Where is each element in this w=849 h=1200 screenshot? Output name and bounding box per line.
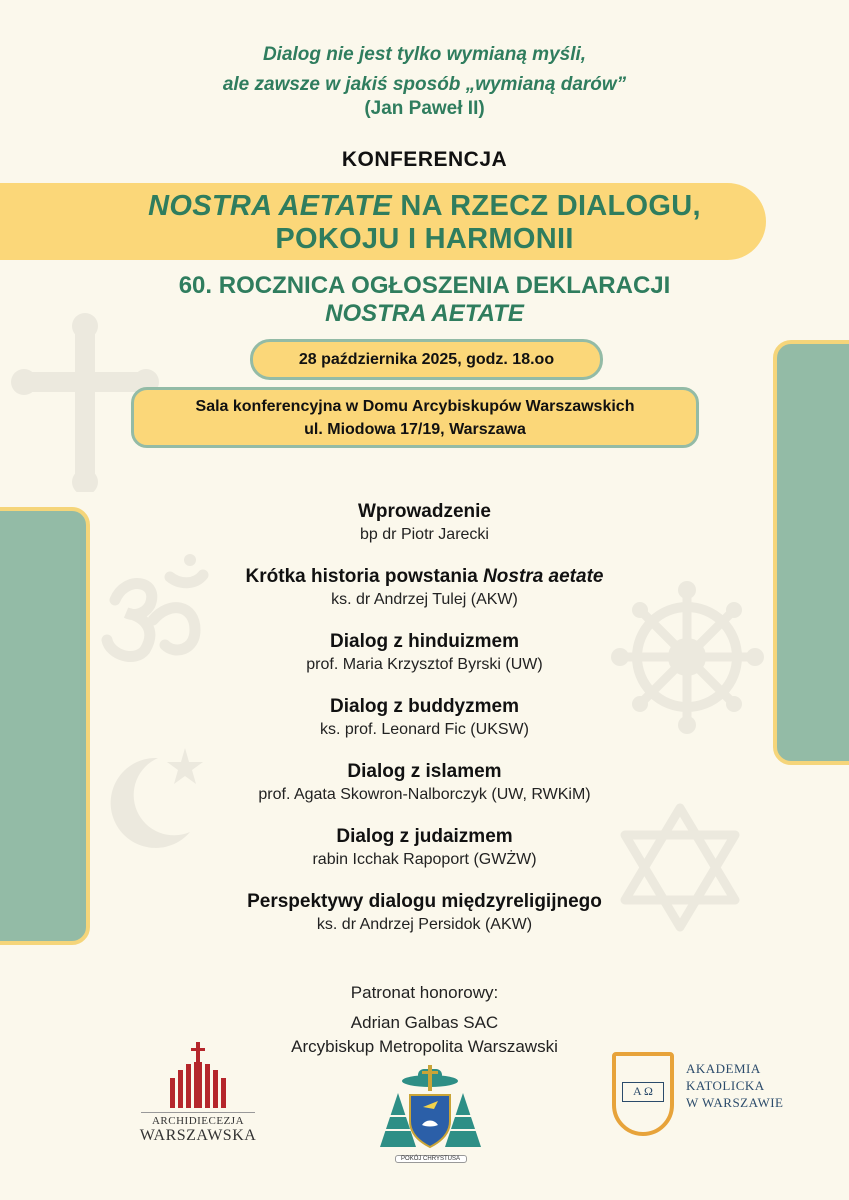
archdiocese-line-2: WARSZAWSKA <box>139 1127 257 1144</box>
academy-name <box>686 1060 784 1111</box>
coat-of-arms-motto: POKÓJ CHRYSTUSA <box>395 1155 467 1163</box>
title-line-2: POKOJU I HARMONII <box>275 223 574 255</box>
title-rest: NA RZECZ DIALOGU, <box>392 190 701 222</box>
program-item-speaker: prof. Maria Krzysztof Byrski (UW) <box>306 656 543 673</box>
academy-line-1: AKADEMIA <box>686 1061 761 1076</box>
academy-symbol: A Ω <box>622 1082 664 1102</box>
program-item-title: Wprowadzenie <box>357 501 491 522</box>
program-item <box>0 890 849 955</box>
venue-line-1: Sala konferencyjna w Domu Arcybiskupów Warszawskich <box>195 398 635 415</box>
anniversary-line-2: NOSTRA AETATE <box>325 300 524 327</box>
quote-author: (Jan Paweł II) <box>364 98 485 119</box>
program-item-title: Perspektywy dialogu międzyreligijnego <box>247 891 602 912</box>
program-item-title-italic: Nostra aetate <box>483 566 604 587</box>
patronage-role: Arcybiskup Metropolita Warszawski <box>291 1037 558 1056</box>
archdiocese-logo <box>133 1040 263 1150</box>
title-italic: NOSTRA AETATE <box>148 190 393 222</box>
program-item-title: Dialog z judaizmem <box>336 826 513 847</box>
anniversary-line-1: 60. ROCZNICA OGŁOSZENIA DEKLARACJI <box>178 272 671 299</box>
program-item-speaker: rabin Icchak Rapoport (GWŻW) <box>312 851 537 868</box>
quote <box>0 40 849 100</box>
coat-of-arms-icon <box>368 1063 493 1155</box>
program-item-title-text: Krótka historia powstania <box>245 566 484 587</box>
program-list <box>0 500 849 955</box>
conference-label: KONFERENCJA <box>341 148 508 171</box>
event-venue <box>131 387 699 448</box>
anniversary-subtitle <box>0 272 849 328</box>
cathedral-icon <box>133 1040 263 1112</box>
program-item <box>0 500 849 565</box>
academy-logo <box>610 1052 810 1142</box>
quote-line-2: ale zawsze w jakiś sposób „wymianą darów” <box>222 74 627 95</box>
coat-of-arms <box>368 1063 493 1168</box>
venue-line-2: ul. Miodowa 17/19, Warszawa <box>304 421 526 438</box>
event-date: 28 października 2025, godz. 18.oo <box>250 339 603 380</box>
academy-line-3: W WARSZAWIE <box>686 1095 784 1110</box>
academy-emblem <box>612 1052 674 1136</box>
conference-title <box>0 190 849 256</box>
quote-line-1: Dialog nie jest tylko wymianą myśli, <box>262 44 587 65</box>
program-item-speaker: ks. dr Andrzej Tulej (AKW) <box>331 591 518 608</box>
program-item-title: Dialog z buddyzmem <box>330 696 519 717</box>
program-item-speaker: ks. prof. Leonard Fic (UKSW) <box>320 721 529 738</box>
program-item-speaker: ks. dr Andrzej Persidok (AKW) <box>316 916 533 933</box>
program-item <box>0 565 849 630</box>
program-item-title: Dialog z hinduizmem <box>330 631 519 652</box>
program-item-title <box>0 565 849 589</box>
program-item <box>0 695 849 760</box>
academy-line-2: KATOLICKA <box>686 1078 765 1093</box>
patronage-name: Adrian Galbas SAC <box>350 1013 499 1032</box>
program-item-title: Dialog z islamem <box>347 761 502 782</box>
program-item <box>0 760 849 825</box>
program-item <box>0 630 849 695</box>
program-item-speaker: prof. Agata Skowron-Nalborczyk (UW, RWKiM) <box>258 786 591 803</box>
patronage-label: Patronat honorowy: <box>350 983 499 1002</box>
program-item <box>0 825 849 890</box>
program-item-speaker: bp dr Piotr Jarecki <box>360 526 489 543</box>
archdiocese-line-1: ARCHIDIECEZJA <box>141 1112 255 1127</box>
